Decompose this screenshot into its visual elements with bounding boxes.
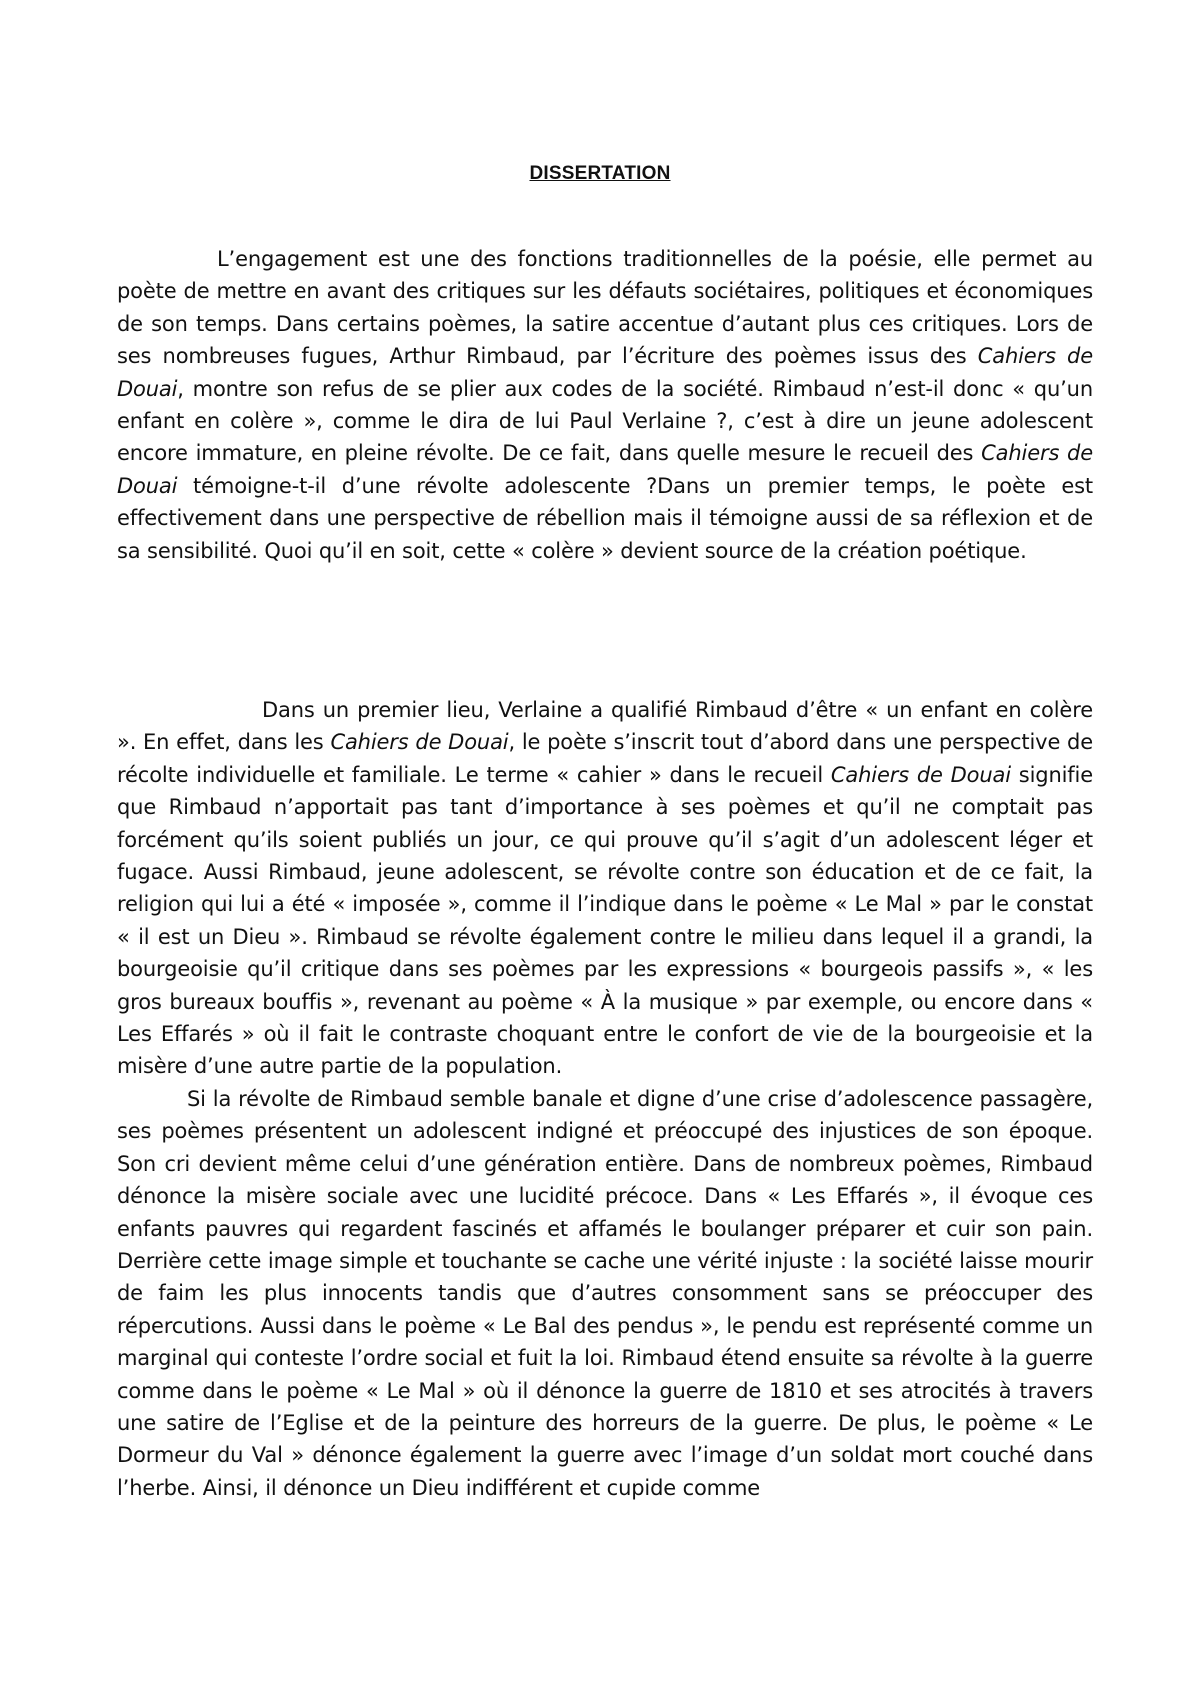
p1-italic-title-1: Cahiers de Douai	[330, 730, 509, 755]
intro-italic-title-2: Cahiers de Douai	[117, 441, 1093, 498]
p1-text-3: signifie que Rimbaud n’apportait pas tant d’importance à ses poèmes et qu’il ne comptait pas forcément qu’ils soient publiés un jour, ce qui prouve qu’il s’agit d’un adolescent léger et fugace. Aussi Rimbaud, jeune adolescent, se révolte contre son éducation et de ce fait, la religion qui lui a été « imposée », comme il l’indique dans le poème « Le Mal » par le constat « il est un Dieu ». Rimbaud se révolte également contre le milieu dans lequel il a grandi, la bourgeoisie qu’il critique dans ses poèmes par les expressions « bourgeois passifs », « les gros bureaux bouffis », revenant au poème « À la musique » par exemple, ou encore dans « Les Effarés » où il fait le contraste choquant entre le confort de vie de la bourgeoisie et la misère d’une autre partie de la population.	[117, 762, 1093, 1079]
p1-italic-title-2: Cahiers de Douai	[830, 762, 1011, 787]
intro-text-1: L’engagement est une des fonctions traditionnelles de la poésie, elle permet au poète de mettre en avant des critiques sur les défauts sociétaires, politiques et économiques de son temps. Dans certains poèmes, la satire accentue d’autant plus ces critiques. Lors de ses nombreuses fugues, Arthur Rimbaud, par l’écriture des poèmes issus des	[117, 247, 1093, 369]
p1-text-2: , le poète s’inscrit tout d’abord dans une perspective de récolte individuelle et familiale. Le terme « cahier » dans le recueil	[117, 730, 1093, 787]
document-title: DISSERTATION	[529, 163, 671, 184]
p1-text-1: Dans un premier lieu, Verlaine a qualifié Rimbaud d’être « un enfant en colère ». En effet, dans les	[117, 698, 1093, 755]
introduction-paragraph	[117, 243, 1093, 567]
intro-italic-title-1: Cahiers de Douai	[117, 344, 1093, 401]
body-paragraph-2: Si la révolte de Rimbaud semble banale et digne d’une crise d’adolescence passagère, ses poèmes présentent un adolescent indigné et préoccupé des injustices de son époque. Son cri devient même celui d’une génération entière. Dans de nombreux poèmes, Rimbaud dénonce la misère sociale avec une lucidité précoce. Dans « Les Effarés », il évoque ces enfants pauvres qui regardent fascinés et affamés le boulanger préparer et cuir son pain. Derrière cette image simple et touchante se cache une vérité injuste : la société laisse mourir de faim les plus innocents tandis que d’autres consomment sans se préoccuper des répercutions. Aussi dans le poème « Le Bal des pendus », le pendu est représenté comme un marginal qui conteste l’ordre social et fuit la loi. Rimbaud étend ensuite sa révolte à la guerre comme dans le poème « Le Mal » où il dénonce la guerre de 1810 et ses atrocités à travers une satire de l’Eglise et de la peinture des horreurs de la guerre. De plus, le poème « Le Dormeur du Val » dénonce également la guerre avec l’image d’un soldat mort couché dans l’herbe. Ainsi, il dénonce un Dieu indifférent et cupide comme	[117, 1086, 1093, 1500]
body-paragraph-1	[117, 694, 1093, 1083]
introduction-block	[117, 243, 1093, 567]
intro-text-2: , montre son refus de se plier aux codes de la société. Rimbaud n’est-il donc « qu’un enfant en colère », comme le dira de lui Paul Verlaine ?, c’est à dire un jeune adolescent encore immature, en pleine révolte. De ce fait, dans quelle mesure le recueil des	[117, 376, 1093, 466]
first-part-block	[117, 694, 1093, 1504]
intro-text-3: témoigne-t-il d’une révolte adolescente ?Dans un premier temps, le poète est effectivement dans une perspective de rébellion mais il témoigne aussi de sa réflexion et de sa sensibilité. Quoi qu’il en soit, cette « colère » devient source de la création poétique.	[117, 473, 1093, 563]
